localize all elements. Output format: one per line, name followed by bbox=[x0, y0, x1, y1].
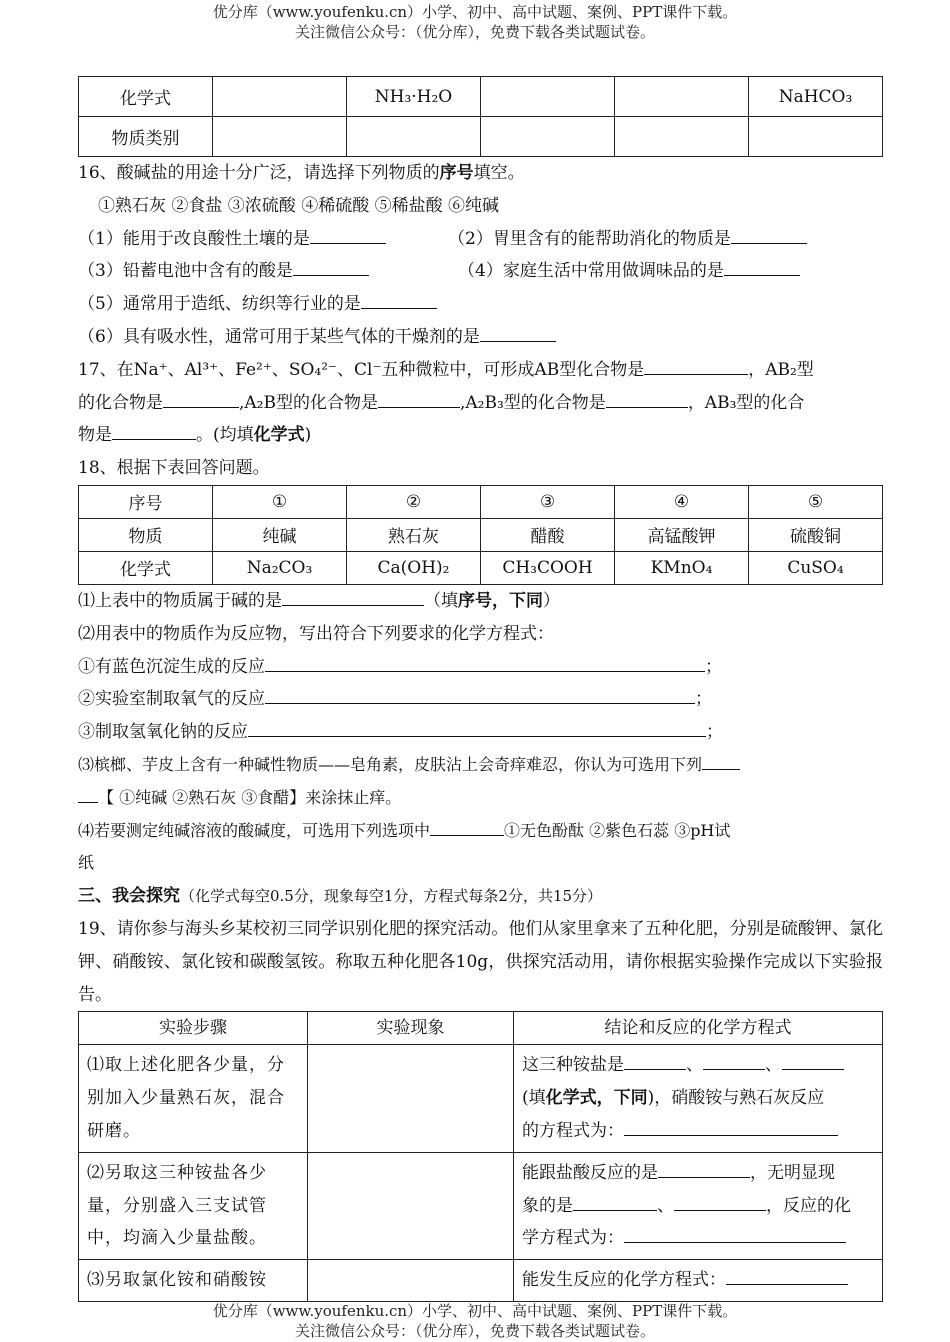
q16-s6: （6）具有吸水性，通常可用于某些气体的干燥剂的是 bbox=[78, 326, 480, 347]
q17-part: ，AB₃型的化合 bbox=[687, 392, 805, 413]
blank[interactable] bbox=[248, 718, 706, 737]
blank[interactable] bbox=[644, 356, 748, 375]
text: 能发生反应的化学方程式： bbox=[522, 1270, 726, 1291]
question-18 bbox=[78, 452, 883, 880]
q16-options: ①熟石灰 ②食盐 ③浓硫酸 ④稀硫酸 ⑤稀盐酸 ⑥纯碱 bbox=[98, 195, 500, 216]
text: )，硝酸铵与熟石灰反应 bbox=[647, 1088, 825, 1109]
footer-line-1: 优分库（www.youfenku.cn）小学、初中、高中试题、案例、PPT课件下载。 bbox=[212, 1302, 738, 1320]
exam-page bbox=[78, 76, 883, 1302]
blank[interactable] bbox=[624, 1051, 686, 1070]
cell-answer[interactable] bbox=[749, 117, 883, 157]
text: 的方程式为： bbox=[522, 1120, 624, 1141]
cell: 熟石灰 bbox=[347, 518, 481, 551]
text: 能跟盐酸反应的是 bbox=[522, 1162, 658, 1183]
substance-table bbox=[78, 485, 883, 585]
cell-formula: NH₃·H₂O bbox=[347, 77, 481, 117]
text: 、 bbox=[765, 1055, 782, 1076]
cell: Na₂CO₃ bbox=[213, 551, 347, 584]
section-heading: 三、我会探究 bbox=[78, 886, 180, 907]
cell: 序号 bbox=[79, 485, 213, 518]
experiment-table bbox=[78, 1011, 883, 1302]
text: 这三种铵盐是 bbox=[522, 1055, 624, 1076]
step-cell: ⑴取上述化肥各少量，分别加入少量熟石灰，混合研磨。 bbox=[79, 1045, 308, 1152]
q18-p3: 【 ①纯碱 ②熟石灰 ③食醋】来涂抹止痒。 bbox=[98, 787, 402, 807]
q18-stem: 18、根据下表回答问题。 bbox=[78, 458, 270, 479]
blank[interactable] bbox=[624, 1224, 846, 1243]
header-cell: 实验现象 bbox=[308, 1012, 514, 1045]
q18-p4: ①无色酚酞 ②紫色石蕊 ③pH试 bbox=[504, 820, 731, 840]
text: ，反应的化 bbox=[766, 1195, 851, 1216]
cell-answer[interactable] bbox=[481, 77, 615, 117]
q18-p1: ） bbox=[543, 590, 560, 611]
blank[interactable] bbox=[624, 1117, 838, 1136]
q16-stem-bold: 序号 bbox=[439, 163, 474, 183]
text: 、 bbox=[686, 1055, 703, 1076]
q16-s2: （2）胃里含有的能帮助消化的物质是 bbox=[448, 228, 731, 249]
cell: ④ bbox=[615, 485, 749, 518]
text: (填 bbox=[522, 1088, 546, 1109]
blank[interactable] bbox=[674, 1192, 766, 1211]
blank[interactable] bbox=[724, 257, 800, 276]
cell: 硫酸铜 bbox=[749, 518, 883, 551]
step-cell: ⑶另取氯化铵和硝酸铵 bbox=[79, 1260, 308, 1302]
cell-answer[interactable] bbox=[615, 117, 749, 157]
blank[interactable] bbox=[606, 389, 688, 408]
q18-p2: ⑵用表中的物质作为反应物，写出符合下列要求的化学方程式： bbox=[78, 623, 554, 644]
q18-p2-2: ②实验室制取氧气的反应 bbox=[78, 689, 265, 710]
text: 、 bbox=[657, 1195, 674, 1216]
semicolon: ； bbox=[706, 722, 723, 743]
q18-p2-3: ③制取氢氧化钠的反应 bbox=[78, 722, 248, 743]
q17-part: ，AB₂型 bbox=[748, 359, 814, 380]
cell: ① bbox=[213, 485, 347, 518]
cell-answer[interactable] bbox=[481, 117, 615, 157]
blank[interactable] bbox=[282, 587, 424, 606]
header-line-2: 关注微信公众号：（优分库），免费下载各类试题试卷。 bbox=[294, 23, 655, 41]
blank[interactable] bbox=[703, 1051, 765, 1070]
q18-p4: ⑷若要测定纯碱溶液的酸碱度，可选用下列选项中 bbox=[78, 820, 431, 840]
conclusion-cell bbox=[514, 1045, 883, 1152]
blank[interactable] bbox=[782, 1051, 844, 1070]
observation-cell[interactable] bbox=[308, 1045, 514, 1152]
step-cell: ⑵另取这三种铵盐各少量，分别盛入三支试管中，均滴入少量盐酸。 bbox=[79, 1152, 308, 1259]
q16-stem-end: 填空。 bbox=[473, 163, 525, 183]
cell: ⑤ bbox=[749, 485, 883, 518]
q17-part: 17、在Na⁺、Al³⁺、Fe²⁺、SO₄²⁻、Cl⁻五种微粒中，可形成AB型化合物是 bbox=[78, 359, 645, 380]
cell: Ca(OH)₂ bbox=[347, 551, 481, 584]
cell: 纯碱 bbox=[213, 518, 347, 551]
q17-part: ,A₂B₃型的化合物是 bbox=[460, 392, 606, 413]
blank[interactable] bbox=[480, 323, 556, 342]
cell-label: 化学式 bbox=[79, 77, 213, 117]
q16-s4: （4）家庭生活中常用做调味品的是 bbox=[458, 261, 724, 282]
question-17 bbox=[78, 354, 883, 452]
blank[interactable] bbox=[265, 653, 705, 672]
header-cell: 实验步骤 bbox=[79, 1012, 308, 1045]
q18-p1: （填 bbox=[424, 590, 458, 611]
text: 象的是 bbox=[522, 1195, 573, 1216]
footer-line-2: 关注微信公众号：（优分库），免费下载各类试题试卷。 bbox=[294, 1322, 655, 1340]
q18-p3: ⑶槟榔、芋皮上含有一种碱性物质——皂角素，皮肤沾上会奇痒难忍，你认为可选用下列 bbox=[78, 754, 703, 774]
blank[interactable] bbox=[702, 751, 740, 770]
blank[interactable] bbox=[378, 389, 460, 408]
cell: ② bbox=[347, 485, 481, 518]
section-note: （化学式每空0.5分，现象每空1分，方程式每条2分，共15分） bbox=[180, 887, 603, 906]
blank[interactable] bbox=[112, 421, 196, 440]
header-cell: 结论和反应的化学方程式 bbox=[514, 1012, 883, 1045]
blank[interactable] bbox=[265, 685, 695, 704]
bold-text: 化学式，下同 bbox=[545, 1088, 648, 1109]
cell-answer[interactable] bbox=[615, 77, 749, 117]
q19-stem: 19、请你参与海头乡某校初三同学识别化肥的探究活动。他们从家里拿来了五种化肥，分别是硫酸钾、氯化钾、硝酸铵、氯化铵和碳酸氢铵。称取五种化肥各10g，供探究活动用，请你根据实验操作完成以下实验报告。 bbox=[78, 918, 883, 1005]
observation-cell[interactable] bbox=[308, 1260, 514, 1302]
blank[interactable] bbox=[726, 1266, 848, 1285]
observation-cell[interactable] bbox=[308, 1152, 514, 1259]
cell: 物质 bbox=[79, 518, 213, 551]
text: 学方程式为： bbox=[522, 1228, 624, 1249]
q17-part: 物是 bbox=[78, 425, 112, 446]
cell-answer[interactable] bbox=[213, 77, 347, 117]
q17-part: 。(均填 bbox=[196, 425, 254, 446]
q18-p1-bold: 序号，下同 bbox=[458, 590, 543, 611]
blank[interactable] bbox=[361, 290, 437, 309]
classification-table bbox=[78, 76, 883, 157]
cell: 高锰酸钾 bbox=[615, 518, 749, 551]
cell: KMnO₄ bbox=[615, 551, 749, 584]
cell: 化学式 bbox=[79, 551, 213, 584]
blank[interactable] bbox=[310, 225, 386, 244]
blank[interactable] bbox=[573, 1192, 657, 1211]
q18-p1: ⑴上表中的物质属于碱的是 bbox=[78, 590, 282, 611]
q16-s1: （1）能用于改良酸性土壤的是 bbox=[78, 228, 310, 249]
q18-p2-1: ①有蓝色沉淀生成的反应 bbox=[78, 656, 265, 677]
footer bbox=[0, 1301, 950, 1341]
question-16 bbox=[78, 157, 883, 354]
cell: CuSO₄ bbox=[749, 551, 883, 584]
q17-part: 的化合物是 bbox=[78, 392, 163, 413]
semicolon: ； bbox=[705, 656, 722, 677]
blank[interactable] bbox=[78, 784, 98, 803]
q17-bold: 化学式 bbox=[253, 425, 305, 446]
semicolon: ； bbox=[695, 689, 712, 710]
question-19 bbox=[78, 913, 883, 1302]
cell-answer[interactable] bbox=[213, 117, 347, 157]
q17-part: ,A₂B型的化合物是 bbox=[239, 392, 378, 413]
cell: 醋酸 bbox=[481, 518, 615, 551]
blank[interactable] bbox=[163, 389, 239, 408]
q18-p4: 纸 bbox=[78, 853, 95, 873]
blank[interactable] bbox=[430, 817, 504, 836]
q16-s3: （3）铅蓄电池中含有的酸是 bbox=[78, 261, 293, 282]
conclusion-cell bbox=[514, 1260, 883, 1302]
blank[interactable] bbox=[658, 1159, 750, 1178]
blank[interactable] bbox=[293, 257, 369, 276]
section-3-title bbox=[78, 880, 883, 913]
cell: ③ bbox=[481, 485, 615, 518]
conclusion-cell bbox=[514, 1152, 883, 1259]
cell: CH₃COOH bbox=[481, 551, 615, 584]
cell-label: 物质类别 bbox=[79, 117, 213, 157]
cell-formula: NaHCO₃ bbox=[749, 77, 883, 117]
q16-stem: 16、酸碱盐的用途十分广泛，请选择下列物质的 bbox=[78, 163, 440, 183]
blank[interactable] bbox=[731, 225, 807, 244]
header-line-1: 优分库（www.youfenku.cn）小学、初中、高中试题、案例、PPT课件下载。 bbox=[212, 3, 738, 21]
q17-part: ) bbox=[304, 425, 312, 446]
cell-answer[interactable] bbox=[347, 117, 481, 157]
q16-s5: （5）通常用于造纸、纺织等行业的是 bbox=[78, 294, 361, 315]
text: ，无明显现 bbox=[750, 1162, 835, 1183]
header bbox=[0, 2, 950, 42]
